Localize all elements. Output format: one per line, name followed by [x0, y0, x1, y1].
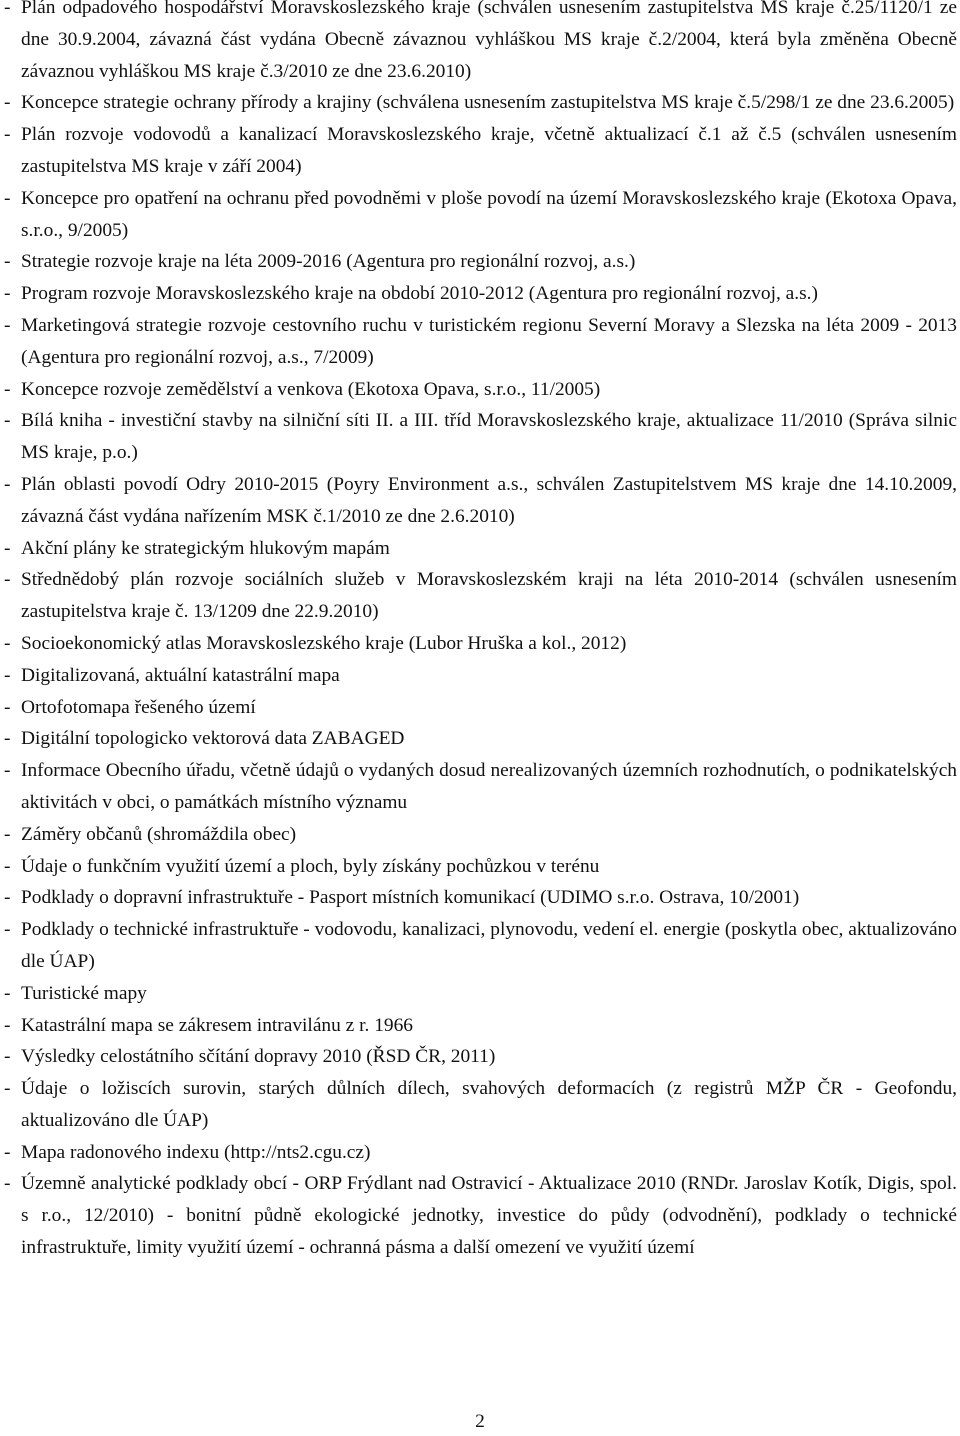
list-item-text: Koncepce rozvoje zemědělství a venkova (Ekotoxa Opava, s.r.o., 11/2005) [21, 378, 601, 400]
list-item-text: Koncepce strategie ochrany přírody a krajiny (schválena usnesením zastupitelstva MS kraje č.5/298/1 ze dne 23.6.2005) [21, 92, 955, 114]
source-document-list [4, 0, 957, 1264]
list-item [4, 882, 957, 914]
list-item [4, 1010, 957, 1042]
list-item [4, 723, 957, 755]
list-item-text: Plán oblasti povodí Odry 2010-2015 (Poyry Environment a.s., schválen Zastupitelstvem MS kraje dne 14.10.2009, závazná část vydána nařízením MSK č.1/2010 ze dne 2.6.2010) [21, 473, 957, 527]
bullet-dash: - [4, 982, 11, 1004]
list-item [4, 0, 957, 87]
list-item [4, 755, 957, 819]
list-item [4, 564, 957, 628]
bullet-dash: - [4, 473, 11, 495]
list-item-text: Bílá kniha - investiční stavby na silniční síti II. a III. tříd Moravskoslezského kraje, aktualizace 11/2010 (Správa silnic MS kraje, p.o.) [21, 410, 957, 464]
bullet-dash: - [4, 696, 11, 718]
bullet-dash: - [4, 919, 11, 941]
list-item [4, 183, 957, 247]
list-item [4, 819, 957, 851]
bullet-dash: - [4, 314, 11, 336]
list-item [4, 374, 957, 406]
list-item [4, 1168, 957, 1263]
list-item-text: Program rozvoje Moravskoslezského kraje na období 2010-2012 (Agentura pro regionální rozvoj, a.s.) [21, 283, 818, 305]
bullet-dash: - [4, 760, 11, 782]
list-item [4, 533, 957, 565]
list-item-text: Podklady o technické infrastruktuře - vodovodu, kanalizaci, plynovodu, vedení el. energie (poskytla obec, aktualizováno dle ÚAP) [21, 919, 957, 972]
bullet-dash: - [4, 378, 11, 400]
list-item [4, 310, 957, 374]
list-item [4, 1041, 957, 1073]
bullet-dash: - [4, 251, 11, 273]
list-item-text: Střednědobý plán rozvoje sociálních služeb v Moravskoslezském kraji na léta 2010-2014 (schválen usnesením zastupitelstva kraje č. 13/1209 dne 22.9.2010) [21, 569, 957, 623]
bullet-dash: - [4, 124, 11, 146]
list-item-text: Údaje o ložiscích surovin, starých důlních dílech, svahových deformacích (z registrů MŽP ČR - Geofondu, aktualizováno dle ÚAP) [21, 1078, 957, 1131]
list-item-text: Záměry občanů (shromáždila obec) [21, 823, 297, 845]
bullet-dash: - [4, 1173, 11, 1195]
list-item-text: Digitální topologicko vektorová data ZABAGED [21, 728, 405, 750]
list-item-text: Údaje o funkčním využití území a ploch, byly získány pochůzkou v terénu [21, 855, 600, 877]
bullet-dash: - [4, 887, 11, 909]
bullet-dash: - [4, 1014, 11, 1036]
list-item-text: Plán rozvoje vodovodů a kanalizací Moravskoslezského kraje, včetně aktualizací č.1 až č.5 (schválen usnesením zastupitelstva MS kraje v září 2004) [21, 124, 957, 177]
list-item-text: Ortofotomapa řešeného území [21, 696, 256, 718]
list-item-text: Turistické mapy [21, 982, 147, 1004]
list-item-text: Mapa radonového indexu (http://nts2.cgu.cz) [21, 1141, 371, 1163]
list-item [4, 469, 957, 533]
bullet-dash: - [4, 632, 11, 654]
list-item-text: Katastrální mapa se zákresem intravilánu z r. 1966 [21, 1014, 413, 1036]
list-item-text: Územně analytické podklady obcí - ORP Frýdlant nad Ostravicí - Aktualizace 2010 (RNDr. Jaroslav Kotík, Digis, spol. s r.o., 12/2010) - bonitní půdně ekologické jednotky, investice do půdy (odvodnění), podklady o technické infrastruktuře, limity využití území - ochranná pásma a další omezení ve využití území [21, 1173, 957, 1259]
list-item [4, 119, 957, 183]
bullet-dash: - [4, 187, 11, 209]
bullet-dash: - [4, 283, 11, 305]
bullet-dash: - [4, 1141, 11, 1163]
list-item [4, 692, 957, 724]
page-number: 2 [475, 1411, 485, 1432]
bullet-dash: - [4, 569, 11, 591]
bullet-dash: - [4, 92, 11, 114]
list-item [4, 914, 957, 978]
list-item [4, 87, 957, 119]
list-item-text: Socioekonomický atlas Moravskoslezského kraje (Lubor Hruška a kol., 2012) [21, 632, 627, 654]
list-item-text: Marketingová strategie rozvoje cestovního ruchu v turistickém regionu Severní Moravy a Slezska na léta 2009 - 2013 (Agentura pro regionální rozvoj, a.s., 7/2009) [21, 314, 957, 368]
list-item [4, 278, 957, 310]
list-item-text: Informace Obecního úřadu, včetně údajů o vydaných dosud nerealizovaných územních rozhodnutích, o podnikatelských aktivitách v obci, o památkách místního významu [21, 760, 957, 813]
list-item [4, 1073, 957, 1137]
bullet-dash: - [4, 664, 11, 686]
bullet-dash: - [4, 823, 11, 845]
list-item [4, 851, 957, 883]
list-item-text: Plán odpadového hospodářství Moravskoslezského kraje (schválen usnesením zastupitelstva MS kraje č.25/1120/1 ze dne 30.9.2004, závazná část vydána Obecně závaznou vyhláškou MS kraje č.2/2004, která byla změněna Obecně závaznou vyhláškou MS kraje č.3/2010 ze dne 23.6.2010) [21, 0, 957, 82]
list-item [4, 978, 957, 1010]
list-item-text: Akční plány ke strategickým hlukovým mapám [21, 537, 390, 559]
list-item [4, 405, 957, 469]
bullet-dash: - [4, 855, 11, 877]
list-item [4, 660, 957, 692]
bullet-dash: - [4, 410, 11, 432]
bullet-dash: - [4, 1078, 11, 1100]
list-item-text: Podklady o dopravní infrastruktuře - Pasport místních komunikací (UDIMO s.r.o. Ostrava, 10/2001) [21, 887, 800, 909]
bullet-dash: - [4, 1046, 11, 1068]
list-item [4, 628, 957, 660]
bullet-dash: - [4, 537, 11, 559]
list-item-text: Digitalizovaná, aktuální katastrální mapa [21, 664, 340, 686]
list-item [4, 246, 957, 278]
list-item [4, 1137, 957, 1169]
list-item-text: Koncepce pro opatření na ochranu před povodněmi v ploše povodí na území Moravskoslezského kraje (Ekotoxa Opava, s.r.o., 9/2005) [21, 187, 957, 241]
list-item-text: Strategie rozvoje kraje na léta 2009-2016 (Agentura pro regionální rozvoj, a.s.) [21, 251, 636, 273]
bullet-dash: - [4, 728, 11, 750]
bullet-dash: - [4, 0, 11, 18]
list-item-text: Výsledky celostátního sčítání dopravy 2010 (ŘSD ČR, 2011) [21, 1046, 496, 1068]
